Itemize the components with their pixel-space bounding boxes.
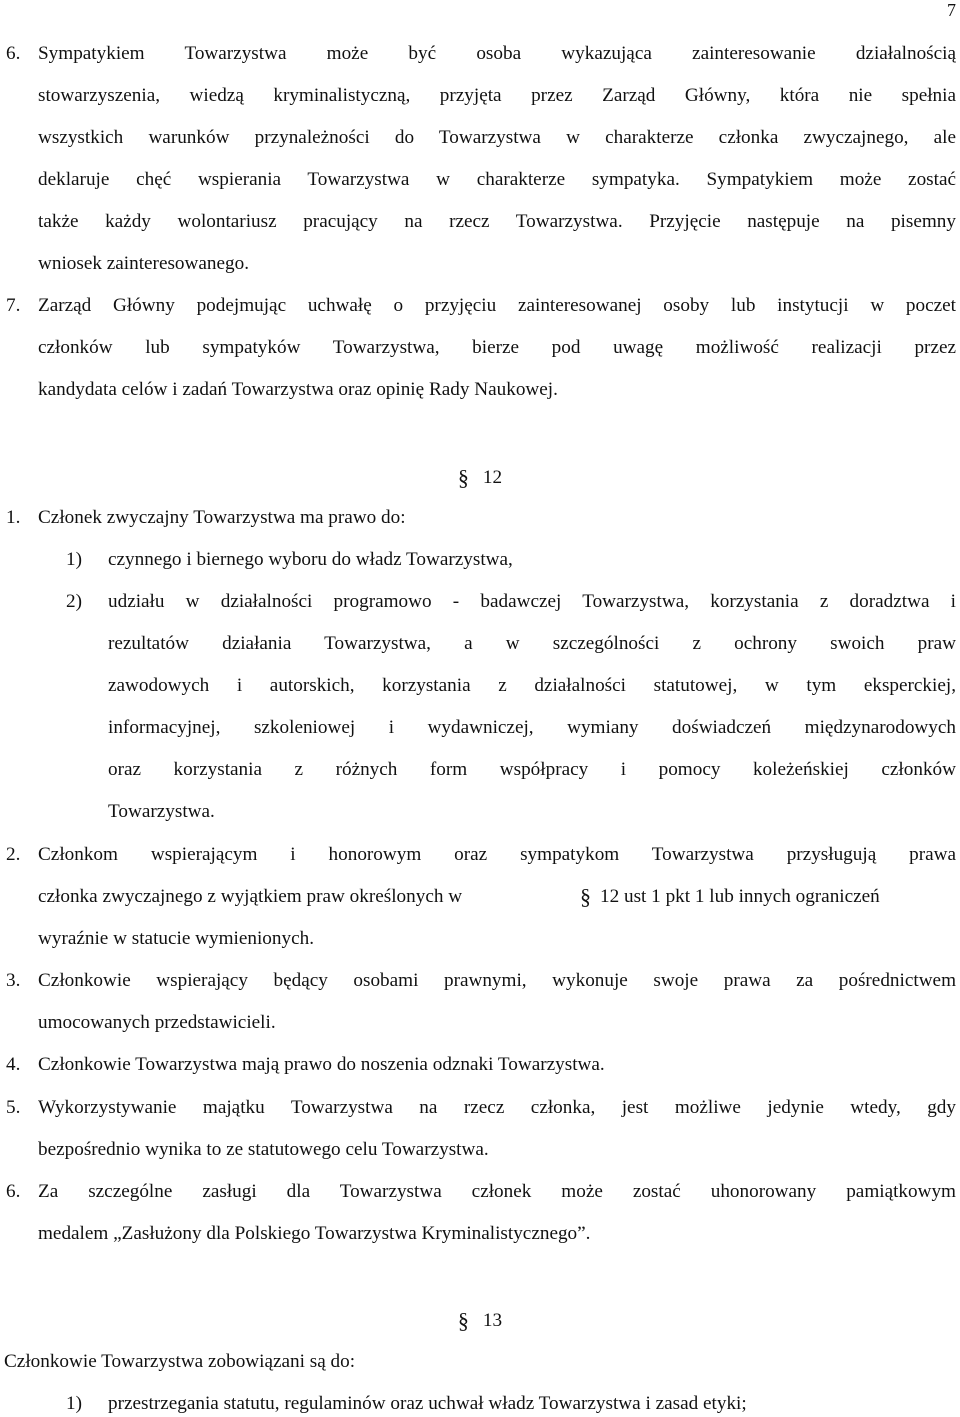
text-line: medalem „Zasłużony dla Polskiego Towarzystwa Kryminalistycznego”. [38,1223,591,1244]
item-number: 2. [6,844,21,865]
text-line: informacyjnej, szkoleniowej i wydawniczej, wymiany doświadczeń międzynarodowych [108,717,956,738]
page-number: 7 [947,0,956,20]
text-line: oraz korzystania z różnych form współpracy i pomocy koleżeńskiej członków [108,759,956,780]
section-heading-13 [0,1307,960,1331]
text-line: wszystkich warunków przynależności do Towarzystwa w charakterze członka zwyczajnego, ale [38,127,956,148]
text-line: czynnego i biernego wyboru do władz Towarzystwa, [108,549,513,570]
text-line: kandydata celów i zadań Towarzystwa oraz opinię Rady Naukowej. [38,379,558,400]
text-line: Członkom wspierającym i honorowym oraz sympatykom Towarzystwa przysługują prawa [38,844,956,865]
item-number: 5. [6,1097,21,1118]
item-number: 6. [6,43,21,64]
subitem-number: 1) [66,549,82,570]
text-line: także każdy wolontariusz pracujący na rzecz Towarzystwa. Przyjęcie następuje na pisemny [38,211,956,232]
text-line: Za szczególne zasługi dla Towarzystwa członek może zostać uhonorowany pamiątkowym [38,1181,956,1202]
section-symbol: § [580,884,591,909]
section-number: 13 [482,1310,503,1331]
text-line: przestrzegania statutu, regulaminów oraz uchwał władz Towarzystwa i zasad etyki; [108,1393,747,1414]
section-symbol: § [457,1308,469,1333]
text-line: Wykorzystywanie majątku Towarzystwa na rzecz członka, jest możliwe jedynie wtedy, gdy [38,1097,956,1118]
text-line: Członkowie Towarzystwa zobowiązani są do: [4,1351,356,1372]
text-line: członka zwyczajnego z wyjątkiem praw określonych w [38,886,463,907]
text-line: wyraźnie w statucie wymienionych. [38,928,314,949]
item-number: 6. [6,1181,21,1202]
subitem-number: 1) [66,1393,82,1414]
text-line: Zarząd Główny podejmując uchwałę o przyjęciu zainteresowanej osoby lub instytucji w poczet [38,295,956,316]
item-number: 4. [6,1054,21,1075]
item-number: 7. [6,295,21,316]
item-number: 1. [6,507,21,528]
text-line: bezpośrednio wynika to ze statutowego celu Towarzystwa. [38,1139,489,1160]
section-symbol: § [457,465,469,490]
text-line: stowarzyszenia, wiedzą kryminalistyczną, przyjęta przez Zarząd Główny, która nie spełnia [38,85,956,106]
text-line: umocowanych przedstawicieli. [38,1012,276,1033]
text-line: Towarzystwa. [108,801,215,822]
text-line: zawodowych i autorskich, korzystania z działalności statutowej, w tym eksperckiej, [108,675,956,696]
section-heading-12 [0,464,960,488]
text-line: wniosek zainteresowanego. [38,253,249,274]
text-line: Sympatykiem Towarzystwa może być osoba wykazująca zainteresowanie działalnością [38,43,956,64]
text-line: Członkowie wspierający będący osobami prawnymi, wykonuje swoje prawa za pośrednictwem [38,970,956,991]
item-number: 3. [6,970,21,991]
subitem-number: 2) [66,591,82,612]
text-line: 12 ust 1 pkt 1 lub innych ograniczeń [600,886,880,907]
text-line: udziału w działalności programowo - badawczej Towarzystwa, korzystania z doradztwa i [108,591,956,612]
section-number: 12 [482,467,503,488]
text-line: Członkowie Towarzystwa mają prawo do noszenia odznaki Towarzystwa. [38,1054,605,1075]
text-line: Członek zwyczajny Towarzystwa ma prawo do: [38,507,406,528]
text-line: członków lub sympatyków Towarzystwa, bierze pod uwagę możliwość realizacji przez [38,337,956,358]
text-line: rezultatów działania Towarzystwa, a w szczególności z ochrony swoich praw [108,633,956,654]
text-line: deklaruje chęć wspierania Towarzystwa w charakterze sympatyka. Sympatykiem może zostać [38,169,956,190]
